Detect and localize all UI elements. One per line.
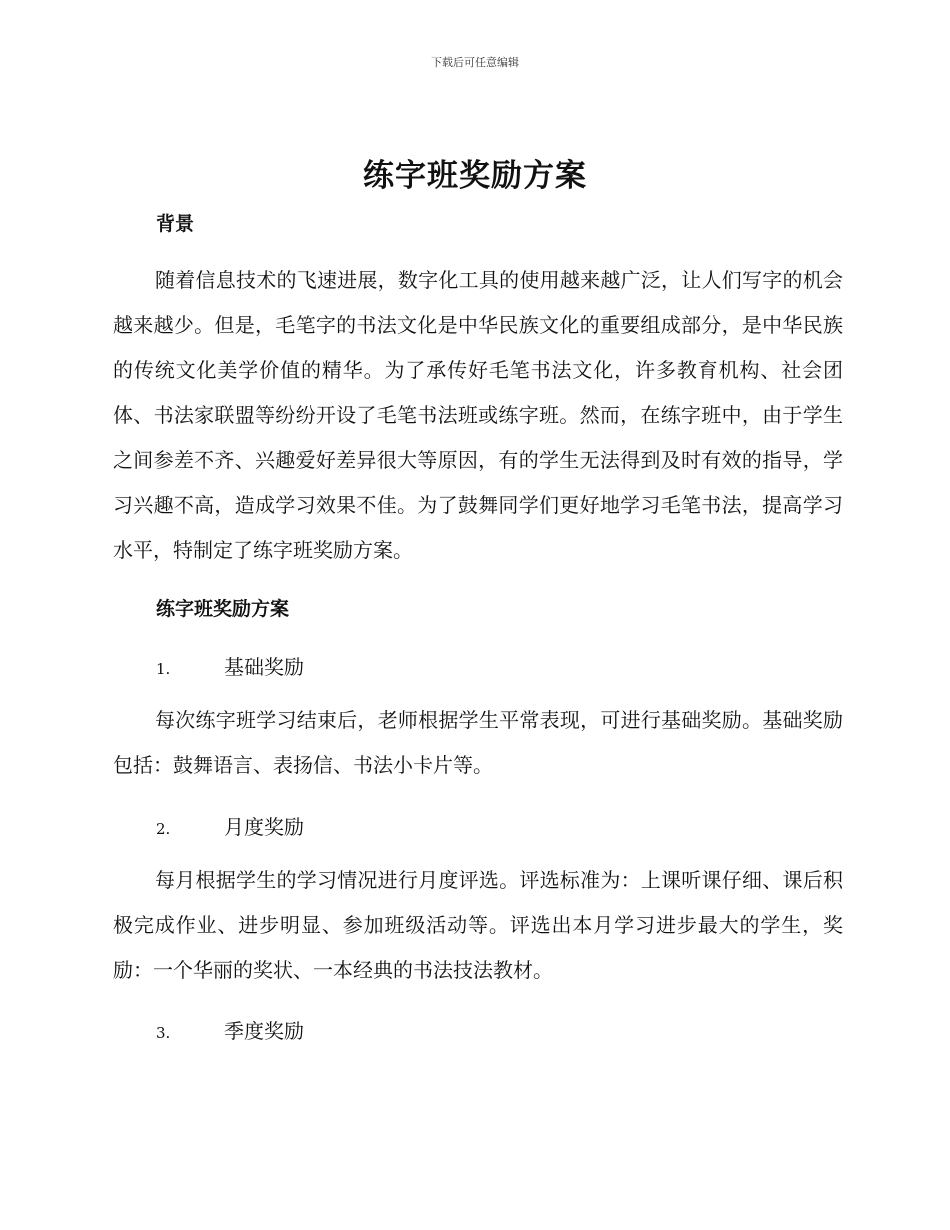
list-item-title: 季度奖励 (224, 1019, 304, 1043)
list-item-number: 1. (156, 660, 171, 678)
list-item-number: 2. (156, 820, 171, 838)
document-title: 练字班奖励方案 (363, 158, 587, 194)
item-2-paragraph: 每月根据学生的学习情况进行月度评选。评选标准为：上课听课仔细、课后积极完成作业、进步明显、参加班级活动等。评选出本月学习进步最大的学生，奖励：一个华丽的奖状、一本经典的书法技法教材。 (113, 868, 843, 982)
list-item-1 (156, 651, 304, 680)
background-heading: 背景 (156, 213, 195, 235)
list-item-title: 基础奖励 (224, 655, 304, 679)
header-note: 下载后可任意编辑 (431, 56, 519, 69)
list-item-number: 3. (156, 1024, 171, 1042)
item-1-paragraph: 每次练字班学习结束后，老师根据学生平常表现，可进行基础奖励。基础奖励包括：鼓舞语言、表扬信、书法小卡片等。 (113, 708, 843, 777)
list-item-2 (156, 811, 304, 840)
list-item-title: 月度奖励 (224, 815, 304, 839)
plan-heading: 练字班奖励方案 (156, 598, 290, 620)
background-paragraph: 随着信息技术的飞速进展，数字化工具的使用越来越广泛，让人们写字的机会越来越少。但是，毛笔字的书法文化是中华民族文化的重要组成部分，是中华民族的传统文化美学价值的精华。为了承传好毛笔书法文化，许多教育机构、社会团体、书法家联盟等纷纷开设了毛笔书法班或练字班。然而，在练字班中，由于学生之间参差不齐、兴趣爱好差异很大等原因，有的学生无法得到及时有效的指导，学习兴趣不高，造成学习效果不佳。为了鼓舞同学们更好地学习毛笔书法，提高学习水平，特制定了练字班奖励方案。 (113, 268, 843, 562)
list-item-3 (156, 1015, 304, 1044)
